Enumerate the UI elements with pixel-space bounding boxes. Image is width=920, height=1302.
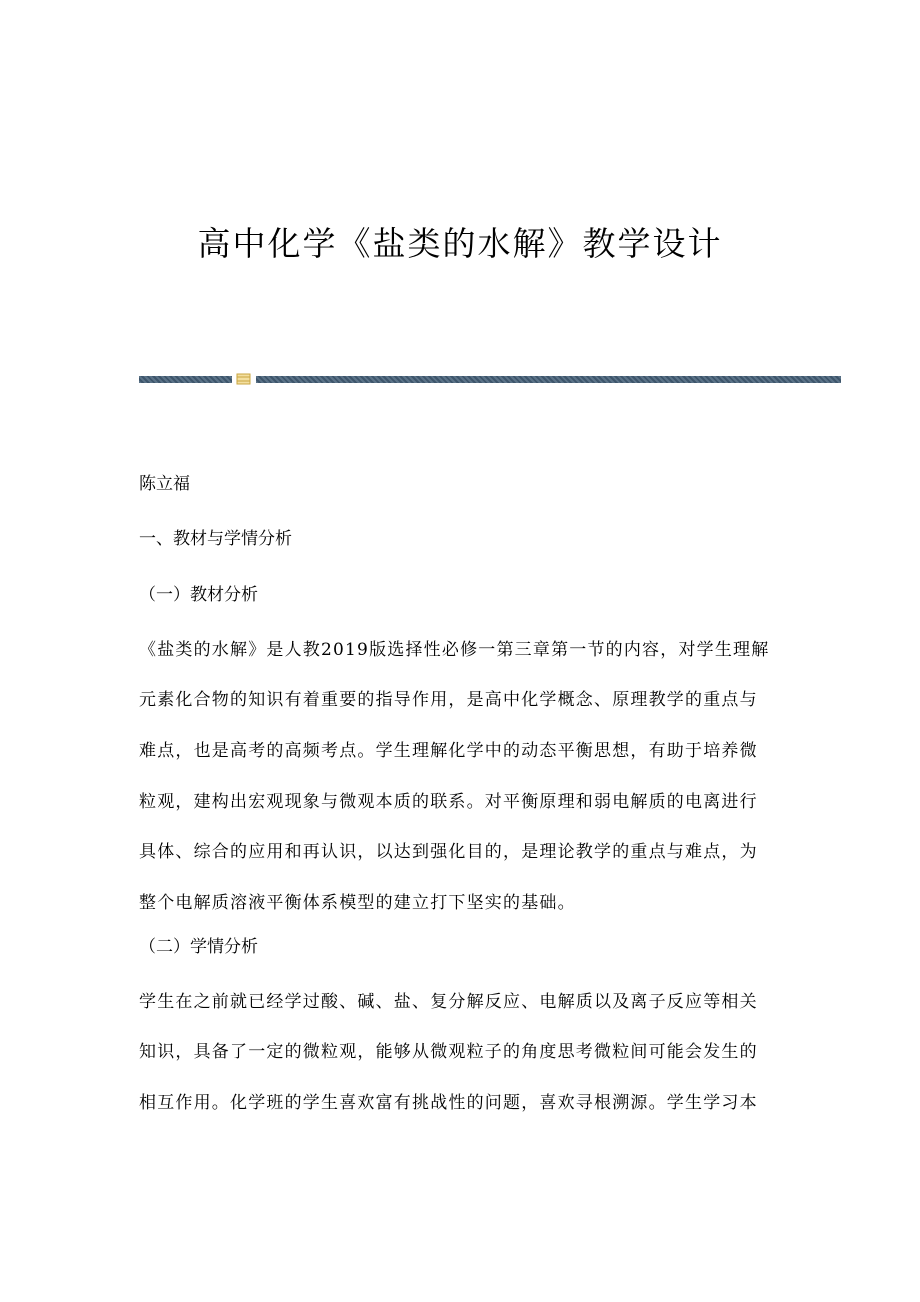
paragraph-line: 难点，也是高考的高频考点。学生理解化学中的动态平衡思想，有助于培养微 xyxy=(139,741,758,761)
paragraph-line: 《盐类的水解》是人教2019版选择性必修一第三章第一节的内容，对学生理解 xyxy=(139,640,770,660)
subsection-heading-textbook: （一）教材分析 xyxy=(139,585,258,605)
paragraph-line: 粒观，建构出宏观现象与微观本质的联系。对平衡原理和弱电解质的电离进行 xyxy=(139,792,758,812)
divider-bar-right xyxy=(256,376,841,383)
author-name: 陈立福 xyxy=(139,474,190,494)
paragraph-line: 知识，具备了一定的微粒观，能够从微观粒子的角度思考微粒间可能会发生的 xyxy=(139,1042,758,1062)
paragraph-line: 元素化合物的知识有着重要的指导作用，是高中化学概念、原理教学的重点与 xyxy=(139,690,758,710)
title-divider xyxy=(139,373,841,385)
paragraph-line: 相互作用。化学班的学生喜欢富有挑战性的问题，喜欢寻根溯源。学生学习本 xyxy=(139,1093,758,1113)
paragraph-line: 学生在之前就已经学过酸、碱、盐、复分解反应、电解质以及离子反应等相关 xyxy=(139,992,758,1012)
divider-ornament-icon xyxy=(236,373,251,385)
page-title: 高中化学《盐类的水解》教学设计 xyxy=(197,224,723,263)
divider-bar-left xyxy=(139,376,232,383)
paragraph-line: 整个电解质溶液平衡体系模型的建立打下坚实的基础。 xyxy=(139,893,576,913)
subsection-heading-students: （二）学情分析 xyxy=(139,937,258,957)
section-heading: 一、教材与学情分析 xyxy=(139,529,292,549)
paragraph-line: 具体、综合的应用和再认识，以达到强化目的，是理论教学的重点与难点，为 xyxy=(139,842,758,862)
